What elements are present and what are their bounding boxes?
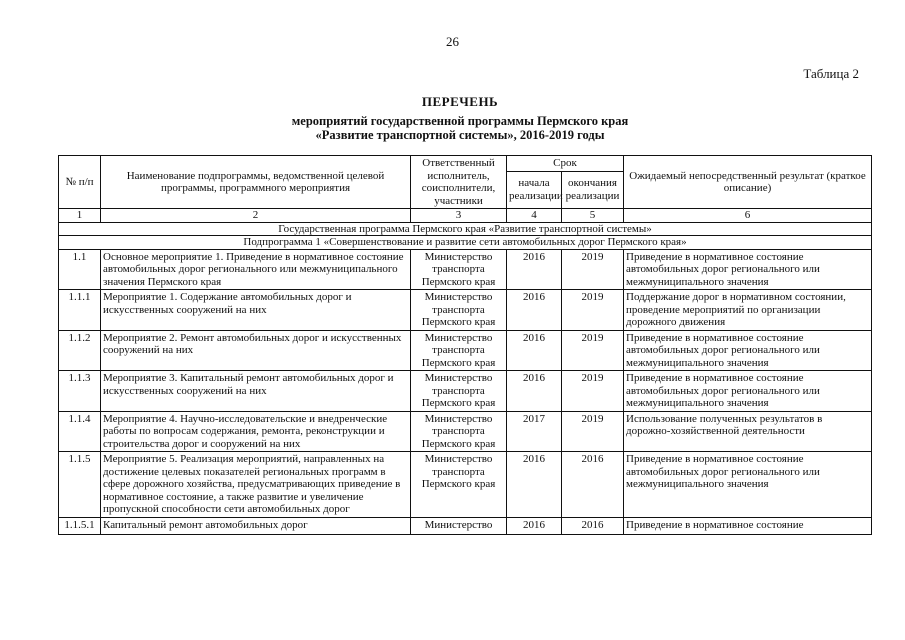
row-end: 2016 bbox=[562, 517, 624, 534]
row-num: 1.1.3 bbox=[59, 371, 101, 412]
row-name: Капитальный ремонт автомобильных дорог bbox=[101, 517, 411, 534]
header-end: окончания реализации bbox=[562, 171, 624, 209]
row-result: Приведение в нормативное состояние автомобильных дорог регионального или межмуниципального значения bbox=[624, 249, 872, 290]
row-num: 1.1 bbox=[59, 249, 101, 290]
table-row bbox=[59, 517, 872, 534]
column-number: 5 bbox=[562, 209, 624, 223]
row-executor: Министерство транспорта Пермского края bbox=[411, 330, 507, 371]
table-row bbox=[59, 249, 872, 290]
table-row bbox=[59, 452, 872, 518]
table-row bbox=[59, 411, 872, 452]
row-num: 1.1.4 bbox=[59, 411, 101, 452]
measures-table bbox=[58, 155, 872, 535]
document-subtitle bbox=[40, 114, 880, 142]
subprogram-row bbox=[59, 236, 872, 250]
document-title: ПЕРЕЧЕНЬ bbox=[421, 94, 499, 109]
row-name: Мероприятие 4. Научно-исследовательские и внедренческие работы по вопросам содержания, ремонта, реконструкции и строительства дорог и сооружений на них bbox=[101, 411, 411, 452]
row-num: 1.1.2 bbox=[59, 330, 101, 371]
row-end: 2019 bbox=[562, 371, 624, 412]
column-number-row bbox=[59, 209, 872, 223]
header-row bbox=[59, 156, 872, 172]
row-name: Мероприятие 5. Реализация мероприятий, направленных на достижение целевых показателей региональных программ в сфере дорожного хозяйства, предусматривающих приведение в нормативное состояние, а также развитие и увеличение пропускной способности сети автомобильных дорог bbox=[101, 452, 411, 518]
row-executor: Министерство транспорта Пермского края bbox=[411, 452, 507, 518]
subtitle-line: мероприятий государственной программы Пермского края bbox=[291, 114, 629, 128]
row-start: 2016 bbox=[507, 330, 562, 371]
row-name: Основное мероприятие 1. Приведение в нормативное состояние автомобильных дорог регионального или межмуниципального значения Пермского края bbox=[101, 249, 411, 290]
row-end: 2019 bbox=[562, 290, 624, 331]
row-result: Приведение в нормативное состояние автомобильных дорог регионального или межмуниципального значения bbox=[624, 330, 872, 371]
row-end: 2019 bbox=[562, 330, 624, 371]
row-start: 2016 bbox=[507, 249, 562, 290]
table-row bbox=[59, 290, 872, 331]
subtitle-line: «Развитие транспортной системы», 2016-2019 годы bbox=[315, 128, 605, 142]
row-result: Приведение в нормативное состояние автомобильных дорог регионального или межмуниципального значения bbox=[624, 452, 872, 518]
header-name: Наименование подпрограммы, ведомственной целевой программы, программного мероприятия bbox=[101, 156, 411, 209]
header-start: начала реализации bbox=[507, 171, 562, 209]
row-start: 2017 bbox=[507, 411, 562, 452]
program-title: Государственная программа Пермского края «Развитие транспортной системы» bbox=[59, 222, 872, 236]
row-start: 2016 bbox=[507, 517, 562, 534]
table-row bbox=[59, 371, 872, 412]
program-row bbox=[59, 222, 872, 236]
row-name: Мероприятие 3. Капитальный ремонт автомобильных дорог и искусственных сооружений на них bbox=[101, 371, 411, 412]
page-number: 26 bbox=[446, 34, 459, 49]
row-start: 2016 bbox=[507, 371, 562, 412]
row-executor: Министерство транспорта Пермского края bbox=[411, 249, 507, 290]
row-end: 2016 bbox=[562, 452, 624, 518]
header-term: Срок bbox=[507, 156, 624, 172]
column-number: 6 bbox=[624, 209, 872, 223]
row-result: Использование полученных результатов в дорожно-хозяйственной деятельности bbox=[624, 411, 872, 452]
row-num: 1.1.5 bbox=[59, 452, 101, 518]
header-executor: Ответственный исполнитель, соисполнители, участники bbox=[411, 156, 507, 209]
row-executor: Министерство транспорта Пермского края bbox=[411, 411, 507, 452]
column-number: 4 bbox=[507, 209, 562, 223]
column-number: 2 bbox=[101, 209, 411, 223]
subprogram-title: Подпрограмма 1 «Совершенствование и развитие сети автомобильных дорог Пермского края» bbox=[59, 236, 872, 250]
row-executor: Министерство транспорта Пермского края bbox=[411, 290, 507, 331]
row-name: Мероприятие 1. Содержание автомобильных дорог и искусственных сооружений на них bbox=[101, 290, 411, 331]
row-result: Приведение в нормативное состояние bbox=[624, 517, 872, 534]
row-num: 1.1.5.1 bbox=[59, 517, 101, 534]
row-num: 1.1.1 bbox=[59, 290, 101, 331]
column-number: 3 bbox=[411, 209, 507, 223]
row-executor: Министерство bbox=[411, 517, 507, 534]
column-number: 1 bbox=[59, 209, 101, 223]
row-result: Поддержание дорог в нормативном состоянии, проведение мероприятий по организации дорожного движения bbox=[624, 290, 872, 331]
row-start: 2016 bbox=[507, 290, 562, 331]
table-label: Таблица 2 bbox=[803, 66, 859, 81]
table-row bbox=[59, 330, 872, 371]
row-start: 2016 bbox=[507, 452, 562, 518]
row-end: 2019 bbox=[562, 249, 624, 290]
header-num: № п/п bbox=[59, 156, 101, 209]
row-result: Приведение в нормативное состояние автомобильных дорог регионального или межмуниципального значения bbox=[624, 371, 872, 412]
row-name: Мероприятие 2. Ремонт автомобильных дорог и искусственных сооружений на них bbox=[101, 330, 411, 371]
row-executor: Министерство транспорта Пермского края bbox=[411, 371, 507, 412]
row-end: 2019 bbox=[562, 411, 624, 452]
header-result: Ожидаемый непосредственный результат (краткое описание) bbox=[624, 156, 872, 209]
